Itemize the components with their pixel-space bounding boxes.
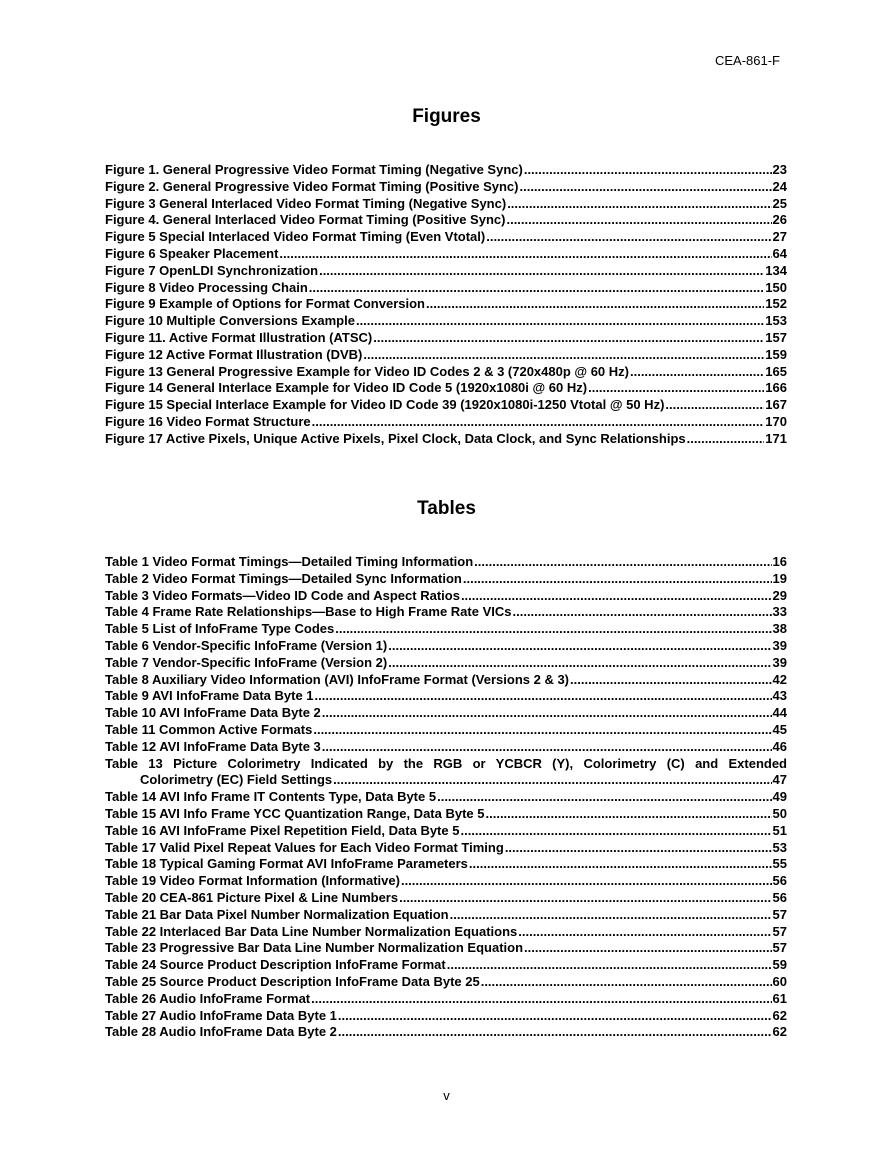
dot-leader	[447, 957, 772, 974]
toc-entry[interactable]	[105, 991, 787, 1008]
toc-entry-title: Table 20 CEA-861 Picture Pixel & Line Numbers	[105, 889, 399, 905]
toc-entry-title: Figure 5 Special Interlaced Video Format Timing (Even Vtotal)	[105, 229, 486, 245]
toc-entry-title: Figure 14 General Interlace Example for Video ID Code 5 (1920x1080i @ 60 Hz)	[105, 380, 588, 396]
toc-entry-title: Table 12 AVI InfoFrame Data Byte 3	[105, 738, 321, 754]
toc-entry-title: Figure 12 Active Format Illustration (DVB)	[105, 346, 363, 362]
toc-entry[interactable]	[105, 179, 787, 196]
dot-leader	[373, 330, 764, 347]
toc-entry-title: Table 2 Video Format Timings—Detailed Sync Information	[105, 570, 462, 586]
toc-entry-page: 19	[772, 570, 787, 586]
toc-entry-title: Table 11 Common Active Formats	[105, 721, 313, 737]
toc-entry-page: 56	[772, 873, 787, 889]
toc-entry[interactable]	[105, 431, 787, 448]
dot-leader	[333, 772, 771, 789]
toc-entry-title: Table 18 Typical Gaming Format AVI InfoFrame Parameters	[105, 856, 468, 872]
toc-entry-page: 62	[772, 1024, 787, 1040]
toc-entry-title: Figure 17 Active Pixels, Unique Active Pixels, Pixel Clock, Data Clock, and Sync Relationships	[105, 430, 686, 446]
toc-entry-page: 16	[772, 554, 787, 569]
dot-leader	[524, 162, 772, 179]
toc-entry-title: Table 27 Audio InfoFrame Data Byte 1	[105, 1007, 337, 1023]
toc-entry[interactable]	[105, 414, 787, 431]
toc-entry-title: Figure 11. Active Format Illustration (ATSC)	[105, 329, 373, 345]
toc-entry-title: Table 28 Audio InfoFrame Data Byte 2	[105, 1024, 337, 1040]
toc-entry-page: 38	[772, 621, 787, 637]
dot-leader	[474, 554, 771, 571]
toc-entry-title: Figure 15 Special Interlace Example for Video ID Code 39 (1920x1080i-1250 Vtotal @ 50 Hz)	[105, 397, 665, 413]
toc-entry[interactable]	[105, 655, 787, 672]
toc-entry-page: 26	[772, 212, 787, 228]
toc-entry-page: 57	[772, 923, 787, 939]
toc-entry-title: Table 10 AVI InfoFrame Data Byte 2	[105, 705, 321, 721]
toc-entry-page: 39	[772, 637, 787, 653]
toc-entry-title: Figure 1. General Progressive Video Format Timing (Negative Sync)	[105, 162, 523, 177]
toc-entry-page: 62	[772, 1007, 787, 1023]
toc-entry-page: 39	[772, 654, 787, 670]
toc-entry-page: 50	[772, 805, 787, 821]
toc-entry[interactable]	[105, 739, 787, 756]
dot-leader	[399, 890, 771, 907]
dot-leader	[388, 655, 771, 672]
toc-entry-page: 33	[772, 604, 787, 620]
toc-entry-page: 153	[765, 313, 787, 329]
toc-entry-title-continued: Colorimetry (EC) Field Settings	[140, 772, 333, 788]
toc-entry[interactable]	[105, 890, 787, 907]
toc-entry-title: Table 5 List of InfoFrame Type Codes	[105, 621, 335, 637]
dot-leader	[338, 1024, 772, 1041]
toc-entry-page: 56	[772, 889, 787, 905]
toc-entry[interactable]	[105, 554, 787, 571]
toc-entry[interactable]	[105, 588, 787, 605]
tables-list	[105, 554, 787, 1041]
document-id: CEA-861-F	[714, 53, 780, 68]
dot-leader	[524, 940, 772, 957]
toc-entry-title: Figure 9 Example of Options for Format Conversion	[105, 296, 425, 312]
toc-entry[interactable]	[105, 823, 787, 840]
toc-entry-title: Table 23 Progressive Bar Data Line Number Normalization Equation	[105, 940, 524, 956]
toc-entry-title: Table 16 AVI InfoFrame Pixel Repetition Field, Data Byte 5	[105, 822, 460, 838]
toc-entry-page: 159	[765, 346, 787, 362]
toc-entry-page: 43	[772, 688, 787, 704]
toc-entry[interactable]	[105, 873, 787, 890]
dot-leader	[450, 907, 772, 924]
toc-entry[interactable]	[105, 806, 787, 823]
toc-entry-title: Table 4 Frame Rate Relationships—Base to High Frame Rate VICs	[105, 604, 512, 620]
toc-entry[interactable]	[105, 722, 787, 739]
dot-leader	[481, 974, 772, 991]
toc-entry-page: 150	[765, 279, 787, 295]
toc-entry[interactable]	[105, 313, 787, 330]
toc-entry-page: 166	[765, 380, 787, 396]
toc-entry-page: 64	[772, 245, 787, 261]
toc-entry-title: Figure 13 General Progressive Example for Video ID Codes 2 & 3 (720x480p @ 60 Hz)	[105, 363, 629, 379]
dot-leader	[322, 739, 772, 756]
tables-heading: Tables	[417, 498, 476, 519]
figures-list	[105, 162, 787, 448]
toc-entry[interactable]	[105, 571, 787, 588]
toc-entry-page: 42	[772, 671, 787, 687]
toc-entry-page: 170	[765, 413, 787, 429]
toc-entry[interactable]	[105, 621, 787, 638]
toc-entry[interactable]	[105, 397, 787, 414]
dot-leader	[322, 705, 772, 722]
toc-entry[interactable]	[105, 196, 787, 213]
dot-leader	[356, 313, 764, 330]
toc-entry-title: Figure 6 Speaker Placement	[105, 245, 279, 261]
toc-entry-title: Table 7 Vendor-Specific InfoFrame (Version 2)	[105, 654, 388, 670]
toc-entry[interactable]	[105, 974, 787, 991]
dot-leader	[460, 823, 771, 840]
toc-entry-page: 23	[772, 162, 787, 177]
toc-entry-page: 57	[772, 940, 787, 956]
toc-entry[interactable]	[105, 705, 787, 722]
toc-entry-title: Table 25 Source Product Description InfoFrame Data Byte 25	[105, 973, 480, 989]
dot-leader	[570, 672, 772, 689]
toc-entry-page: 53	[772, 839, 787, 855]
toc-entry-page: 61	[772, 990, 787, 1006]
toc-entry-title: Figure 7 OpenLDI Synchronization	[105, 262, 319, 278]
toc-entry-page: 27	[772, 229, 787, 245]
toc-entry[interactable]	[105, 756, 787, 790]
toc-entry-title: Table 8 Auxiliary Video Information (AVI) InfoFrame Format (Versions 2 & 3)	[105, 671, 570, 687]
toc-entry[interactable]	[105, 789, 787, 806]
toc-entry-page: 60	[772, 973, 787, 989]
toc-entry-page: 25	[772, 195, 787, 211]
dot-leader	[506, 212, 771, 229]
toc-entry-page: 45	[772, 721, 787, 737]
toc-entry[interactable]	[105, 162, 787, 179]
toc-entry-title: Figure 8 Video Processing Chain	[105, 279, 308, 295]
toc-entry[interactable]	[105, 380, 787, 397]
dot-leader	[486, 806, 772, 823]
dot-leader	[309, 280, 765, 297]
dot-leader	[279, 246, 771, 263]
dot-leader	[507, 196, 771, 213]
toc-entry-page: 51	[772, 822, 787, 838]
dot-leader	[665, 397, 764, 414]
toc-entry-title: Table 24 Source Product Description InfoFrame Format	[105, 957, 446, 973]
toc-entry[interactable]	[105, 688, 787, 705]
dot-leader	[401, 873, 772, 890]
toc-entry[interactable]	[105, 672, 787, 689]
toc-entry[interactable]	[105, 296, 787, 313]
toc-entry[interactable]	[105, 907, 787, 924]
dot-leader	[313, 722, 771, 739]
dot-leader	[588, 380, 764, 397]
dot-leader	[630, 364, 764, 381]
dot-leader	[463, 571, 772, 588]
toc-entry-page: 47	[772, 772, 787, 788]
toc-entry[interactable]	[105, 604, 787, 621]
toc-entry[interactable]	[105, 957, 787, 974]
toc-entry[interactable]	[105, 347, 787, 364]
toc-entry-page: 165	[765, 363, 787, 379]
toc-entry-page: 157	[765, 329, 787, 345]
toc-entry-page: 55	[772, 856, 787, 872]
toc-entry-title: Table 26 Audio InfoFrame Format	[105, 990, 311, 1006]
dot-leader	[469, 856, 772, 873]
dot-leader	[426, 296, 764, 313]
toc-entry-page: 24	[772, 178, 787, 194]
toc-entry[interactable]	[105, 856, 787, 873]
toc-entry-page: 29	[772, 587, 787, 603]
toc-entry-title: Table 22 Interlaced Bar Data Line Number Normalization Equations	[105, 923, 518, 939]
toc-entry-title: Table 15 AVI Info Frame YCC Quantization Range, Data Byte 5	[105, 805, 485, 821]
toc-entry-page: 167	[765, 397, 787, 413]
toc-entry-title: Table 9 AVI InfoFrame Data Byte 1	[105, 688, 314, 704]
figures-heading: Figures	[412, 106, 481, 127]
toc-entry[interactable]	[105, 364, 787, 381]
toc-entry-page: 59	[772, 957, 787, 973]
toc-entry-title: Table 3 Video Formats—Video ID Code and Aspect Ratios	[105, 587, 460, 603]
dot-leader	[505, 840, 772, 857]
toc-entry[interactable]	[105, 212, 787, 229]
toc-entry[interactable]	[105, 280, 787, 297]
toc-entry-page: 49	[772, 789, 787, 805]
toc-entry[interactable]	[105, 246, 787, 263]
toc-entry[interactable]	[105, 330, 787, 347]
toc-entry-title: Table 6 Vendor-Specific InfoFrame (Version 1)	[105, 637, 388, 653]
dot-leader	[513, 604, 772, 621]
dot-leader	[338, 1008, 772, 1025]
toc-entry[interactable]	[105, 638, 787, 655]
dot-leader	[311, 991, 771, 1008]
page-number: v	[443, 1088, 450, 1103]
toc-entry[interactable]	[105, 229, 787, 246]
dot-leader	[312, 414, 765, 431]
toc-entry[interactable]	[105, 1024, 787, 1041]
toc-entry-page: 134	[765, 262, 787, 278]
dot-leader	[519, 179, 771, 196]
toc-entry-title: Table 13 Picture Colorimetry Indicated by the RGB or YCBCR (Y), Colorimetry (C) and Extended	[105, 755, 787, 771]
toc-entry[interactable]	[105, 940, 787, 957]
toc-entry-page: 57	[772, 906, 787, 922]
dot-leader	[437, 789, 771, 806]
toc-entry-title: Figure 10 Multiple Conversions Example	[105, 313, 355, 329]
toc-entry[interactable]	[105, 1008, 787, 1025]
toc-entry-title: Table 21 Bar Data Pixel Number Normalization Equation	[105, 906, 449, 922]
toc-entry-title: Table 19 Video Format Information (Informative)	[105, 873, 400, 889]
dot-leader	[687, 431, 765, 448]
dot-leader	[461, 588, 772, 605]
toc-entry-page: 152	[765, 296, 787, 312]
dot-leader	[388, 638, 771, 655]
toc-entry-title: Figure 4. General Interlaced Video Format Timing (Positive Sync)	[105, 212, 506, 228]
dot-leader	[319, 263, 764, 280]
dot-leader	[335, 621, 771, 638]
dot-leader	[486, 229, 771, 246]
toc-entry-title: Figure 2. General Progressive Video Format Timing (Positive Sync)	[105, 178, 519, 194]
toc-entry[interactable]	[105, 924, 787, 941]
dot-leader	[363, 347, 764, 364]
dot-leader	[518, 924, 771, 941]
toc-entry-title: Table 1 Video Format Timings—Detailed Timing Information	[105, 554, 474, 569]
toc-entry-page: 171	[765, 430, 787, 446]
toc-entry[interactable]	[105, 263, 787, 280]
toc-entry-title: Table 17 Valid Pixel Repeat Values for Each Video Format Timing	[105, 839, 504, 855]
toc-entry-title: Table 14 AVI Info Frame IT Contents Type, Data Byte 5	[105, 789, 437, 805]
toc-entry-page: 44	[772, 705, 787, 721]
toc-entry-title: Figure 3 General Interlaced Video Format Timing (Negative Sync)	[105, 195, 507, 211]
dot-leader	[315, 688, 772, 705]
toc-entry-title: Figure 16 Video Format Structure	[105, 413, 311, 429]
toc-entry[interactable]	[105, 840, 787, 857]
toc-entry-page: 46	[772, 738, 787, 754]
